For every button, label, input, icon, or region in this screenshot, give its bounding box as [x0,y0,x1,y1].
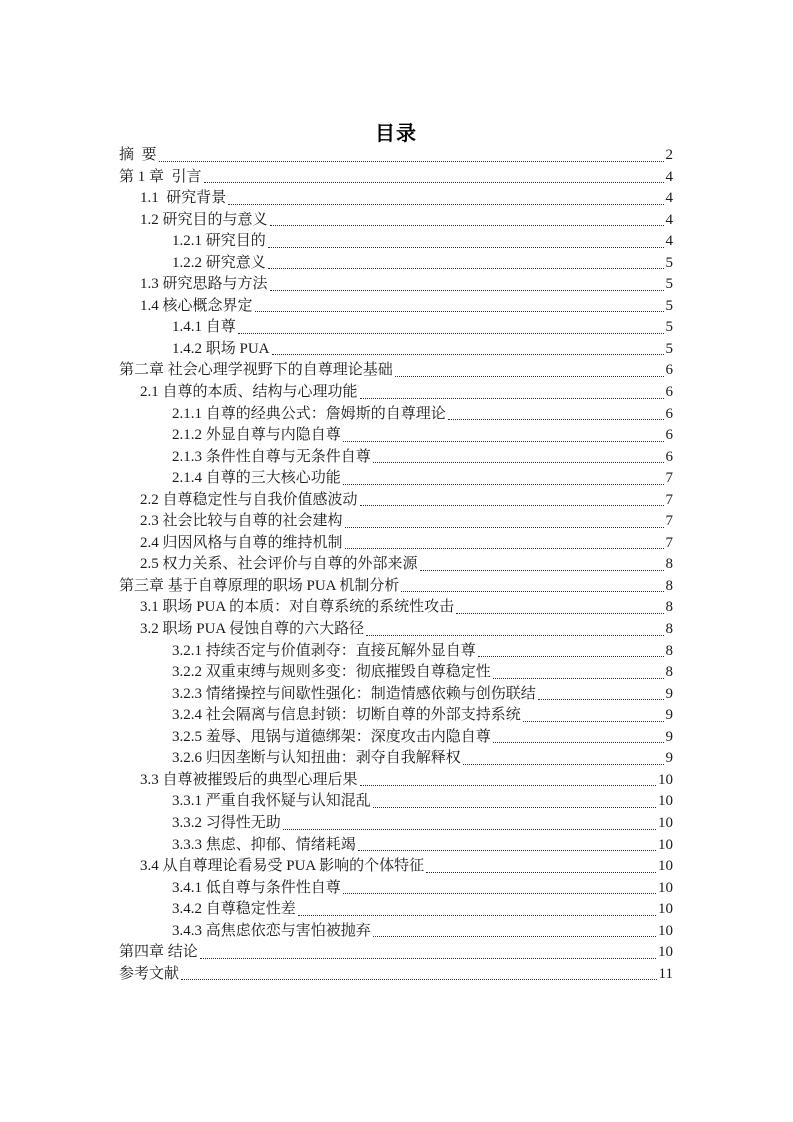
toc-entry-label: 3.2 职场 PUA 侵蚀自尊的六大路径 [140,621,365,638]
toc-page-number: 4 [665,211,673,228]
toc-page-number: 2 [665,147,673,163]
toc-dot-leader [200,958,656,959]
toc-dot-leader [395,376,664,377]
toc-page-number: 6 [665,405,673,422]
toc-dot-leader [420,570,664,571]
toc-dot-leader [343,441,664,442]
toc-entry[interactable] [119,253,673,275]
toc-page-number: 8 [665,664,673,681]
toc-dot-leader [426,872,656,873]
toc-entry[interactable] [119,791,673,813]
toc-page-number: 6 [665,427,673,444]
toc-dot-leader [345,527,664,528]
toc-entry[interactable] [119,662,673,684]
toc-entry-label: 1.4.1 自尊 [172,319,236,336]
toc-dot-leader [538,699,664,700]
toc-entry-label: 2.5 权力关系、社会评价与自尊的外部来源 [140,556,418,573]
toc-page-number: 5 [665,254,673,271]
toc-page-number: 6 [665,384,673,401]
toc-entry-label: 1.2.2 研究意义 [172,254,266,271]
toc-entry[interactable] [119,770,673,792]
toc-dot-leader [360,398,664,399]
toc-dot-leader [298,915,656,916]
toc-entry[interactable] [119,167,673,189]
toc-entry-label: 2.3 社会比较与自尊的社会建构 [140,513,343,530]
toc-entry[interactable] [119,705,673,727]
toc-dot-leader [238,333,664,334]
toc-page-number: 5 [665,319,673,336]
toc-entry[interactable] [119,856,673,878]
toc-entry[interactable] [119,619,673,641]
toc-entry-label: 第三章 基于自尊原理的职场 PUA 机制分析 [119,577,400,594]
toc-page-number: 10 [658,922,673,939]
toc-page-number: 9 [665,707,673,724]
toc-entry[interactable] [119,899,673,921]
toc-dot-leader [373,936,656,937]
toc-page-number: 9 [665,728,673,745]
toc-page-number: 9 [665,750,673,767]
toc-entry-label: 3.1 职场 PUA 的本质：对自尊系统的系统性攻击 [140,599,455,616]
toc-entry-label: 第二章 社会心理学视野下的自尊理论基础 [119,362,393,379]
toc-entry[interactable] [119,231,673,253]
toc-dot-leader [493,742,664,743]
toc-entry[interactable] [119,274,673,296]
toc-entry[interactable] [119,317,673,339]
toc-entry[interactable] [119,835,673,857]
toc-dot-leader [343,484,664,485]
toc-dot-leader [204,182,664,183]
toc-dot-leader [448,419,664,420]
toc-dot-leader [478,656,664,657]
toc-page-number: 10 [658,814,673,831]
toc-title: 目录 [375,123,417,145]
toc-entry[interactable] [119,533,673,555]
toc-page-number: 5 [665,276,673,293]
toc-page-number: 7 [665,470,673,487]
toc-entry-label: 3.3.3 焦虑、抑郁、情绪耗竭 [172,836,356,853]
toc-page-number: 5 [665,297,673,314]
toc-entry-label: 1.2.1 研究目的 [172,233,266,250]
toc-entry-label: 3.3 自尊被摧毁后的典型心理后果 [140,771,358,788]
toc-entry-label: 3.3.1 严重自我怀疑与认知混乱 [172,793,371,810]
toc-page-number: 8 [665,642,673,659]
toc-dot-leader [268,247,664,248]
toc-dot-leader [366,635,663,636]
toc-entry[interactable] [119,382,673,404]
toc-entry[interactable] [119,813,673,835]
toc-entry-label: 摘 要 [119,147,157,163]
toc-entry-label: 3.2.3 情绪操控与间歇性强化：制造情感依赖与创伤联结 [172,685,536,702]
toc-page-number: 9 [665,685,673,702]
toc-entry[interactable] [119,964,673,986]
toc-entry[interactable] [119,468,673,490]
toc-dot-leader [181,979,657,980]
toc-page-number: 10 [658,771,673,788]
toc-page-number: 11 [658,965,673,982]
toc-dot-leader [345,548,664,549]
toc-entry-label: 1.3 研究思路与方法 [140,276,268,293]
toc-dot-leader [360,785,656,786]
toc-entry-label: 3.3.2 习得性无助 [172,814,281,831]
toc-entry[interactable] [119,921,673,943]
toc-dot-leader [283,829,656,830]
toc-entry[interactable] [119,684,673,706]
toc-dot-leader [493,678,664,679]
toc-page-number: 7 [665,491,673,508]
toc-entry-label: 1.4.2 职场 PUA [172,340,270,357]
toc-entry-label: 2.1.1 自尊的经典公式：詹姆斯的自尊理论 [172,405,446,422]
toc-dot-leader [401,591,663,592]
toc-entry[interactable] [119,188,673,210]
toc-entry[interactable] [119,296,673,318]
toc-entry[interactable] [119,641,673,663]
toc-dot-leader [456,613,663,614]
toc-page-number: 10 [658,836,673,853]
toc-page-number: 10 [658,879,673,896]
toc-entry[interactable] [119,339,673,361]
toc-dot-leader [268,268,664,269]
toc-page-number: 8 [665,577,673,594]
toc-entry-label: 第 1 章 引言 [119,168,202,185]
toc-entry-label: 3.2.6 归因垄断与认知扭曲：剥夺自我解释权 [172,750,461,767]
toc-entry-label: 3.4.2 自尊稳定性差 [172,901,296,918]
toc-entry[interactable] [119,490,673,512]
toc-entry-label: 参考文献 [119,965,180,982]
toc-dot-leader [358,850,656,851]
toc-entry[interactable] [119,511,673,533]
toc-page-number: 7 [665,513,673,530]
toc-entry[interactable] [119,878,673,900]
toc-entry[interactable] [119,727,673,749]
toc-entry-label: 2.1.3 条件性自尊与无条件自尊 [172,448,371,465]
toc-list [119,145,673,985]
toc-entry-label: 2.1.4 自尊的三大核心功能 [172,470,341,487]
toc-entry-label: 3.4 从自尊理论看易受 PUA 影响的个体特征 [140,858,425,875]
toc-entry-label: 3.4.3 高焦虑依恋与害怕被抛弃 [172,922,371,939]
toc-dot-leader [343,893,656,894]
toc-dot-leader [159,161,664,162]
toc-dot-leader [270,225,664,226]
toc-dot-leader [360,505,664,506]
toc-dot-leader [523,721,664,722]
toc-entry[interactable] [119,942,673,964]
toc-dot-leader [373,807,656,808]
toc-page-number: 4 [665,190,673,207]
toc-entry[interactable] [119,576,673,598]
toc-page-number: 7 [665,534,673,551]
toc-entry[interactable] [119,145,673,167]
toc-entry-label: 3.2.4 社会隔离与信息封锁：切断自尊的外部支持系统 [172,707,521,724]
toc-page-number: 10 [658,793,673,810]
toc-entry-label: 第四章 结论 [119,944,198,961]
toc-entry-label: 1.1 研究背景 [140,190,227,207]
toc-entry[interactable] [119,447,673,469]
toc-page-number: 10 [658,858,673,875]
toc-entry-label: 2.1.2 外显自尊与内隐自尊 [172,427,341,444]
toc-entry[interactable] [119,425,673,447]
toc-entry-label: 3.4.1 低自尊与条件性自尊 [172,879,341,896]
toc-entry-label: 3.2.5 羞辱、甩锅与道德绑架：深度攻击内隐自尊 [172,728,491,745]
toc-page-number: 10 [658,944,673,961]
toc-page-number: 4 [665,233,673,250]
toc-entry[interactable] [119,748,673,770]
toc-page-number: 8 [665,621,673,638]
toc-page-number: 8 [665,556,673,573]
toc-entry-label: 1.4 核心概念界定 [140,297,253,314]
toc-entry-label: 1.2 研究目的与意义 [140,211,268,228]
toc-entry-label: 2.4 归因风格与自尊的维持机制 [140,534,343,551]
toc-dot-leader [373,462,664,463]
toc-entry-label: 3.2.1 持续否定与价值剥夺：直接瓦解外显自尊 [172,642,476,659]
toc-page-number: 10 [658,901,673,918]
toc-entry[interactable] [119,360,673,382]
toc-entry[interactable] [119,404,673,426]
toc-dot-leader [228,204,663,205]
toc-entry-label: 2.2 自尊稳定性与自我价值感波动 [140,491,358,508]
toc-page-number: 4 [665,168,673,185]
toc-page-number: 6 [665,448,673,465]
toc-dot-leader [463,764,664,765]
toc-entry[interactable] [119,554,673,576]
toc-page-number: 8 [665,599,673,616]
toc-page-number: 6 [665,362,673,379]
toc-entry-label: 2.1 自尊的本质、结构与心理功能 [140,384,358,401]
toc-entry-label: 3.2.2 双重束缚与规则多变：彻底摧毁自尊稳定性 [172,664,491,681]
toc-dot-leader [270,290,664,291]
toc-entry[interactable] [119,210,673,232]
toc-entry[interactable] [119,597,673,619]
toc-dot-leader [272,354,664,355]
toc-page-number: 5 [665,340,673,357]
toc-dot-leader [255,311,664,312]
